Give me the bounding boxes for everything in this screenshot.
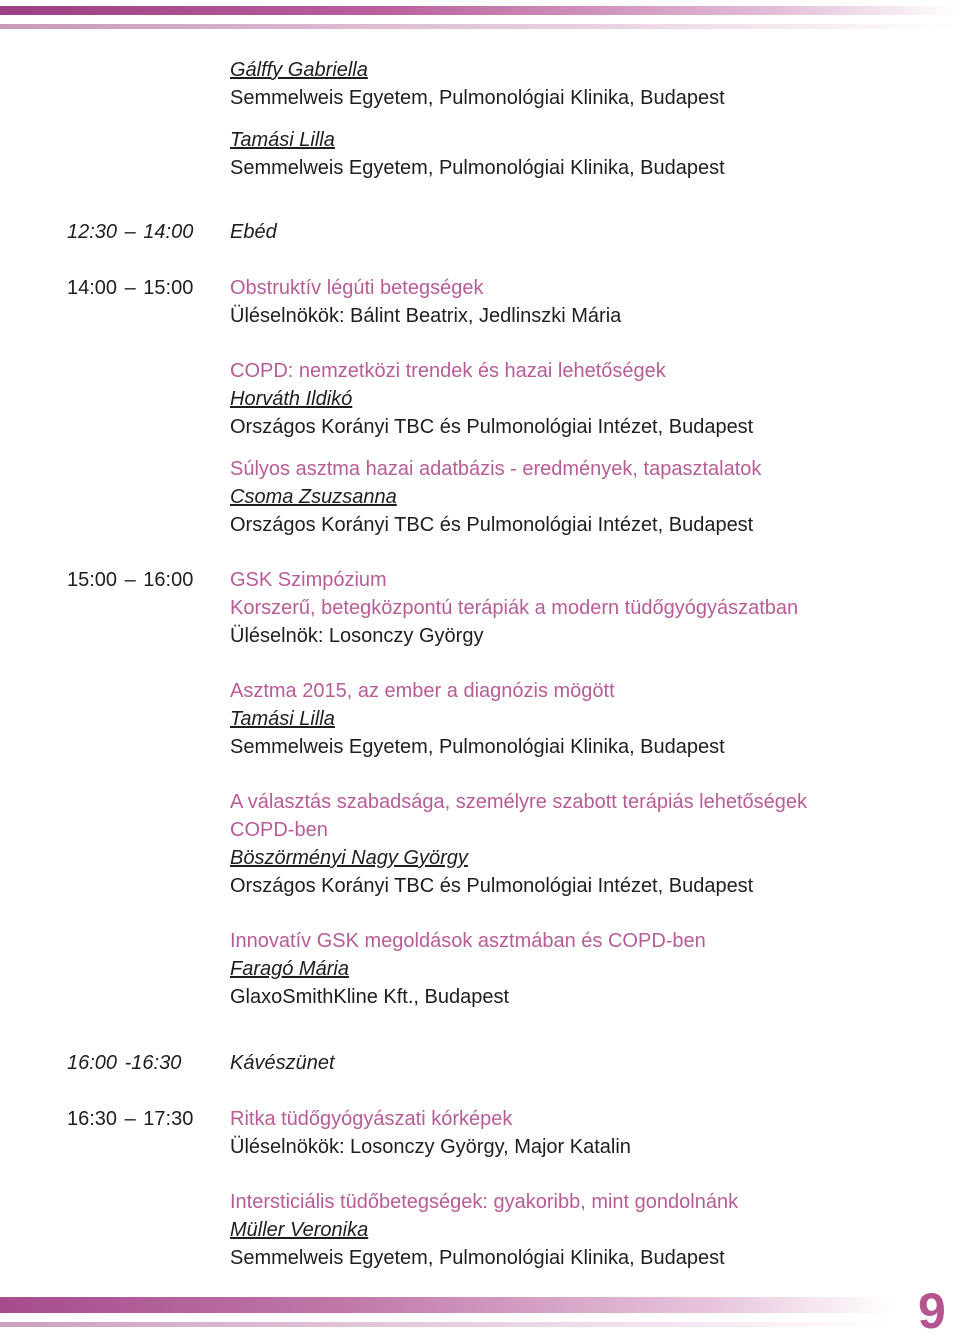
talk-title-continued: COPD-ben bbox=[230, 819, 328, 841]
talk-title: Innovatív GSK megoldások asztmában és COPD-ben bbox=[230, 930, 706, 952]
slot-time: 16:00 -16:30 bbox=[67, 1052, 182, 1074]
speaker-name: Böszörményi Nagy György bbox=[230, 847, 468, 869]
slot-label: Kávészünet bbox=[230, 1052, 335, 1074]
talk-title: A választás szabadsága, személyre szabott terápiás lehetőségek bbox=[230, 791, 807, 813]
session-title: Ritka tüdőgyógyászati kórképek bbox=[230, 1108, 513, 1130]
session-title: GSK Szimpózium bbox=[230, 569, 387, 591]
page-number: 9 bbox=[918, 1283, 946, 1339]
top-decorative-bar bbox=[0, 6, 960, 15]
talk-title: Súlyos asztma hazai adatbázis - eredmények, tapasztalatok bbox=[230, 458, 762, 480]
speaker-name: Gálffy Gabriella bbox=[230, 59, 368, 81]
slot-time: 12:30 – 14:00 bbox=[67, 221, 194, 243]
top-decorative-bar-thin bbox=[0, 24, 960, 29]
bottom-decorative-bar bbox=[0, 1297, 895, 1313]
slot-time: 16:30 – 17:30 bbox=[67, 1108, 194, 1130]
speaker-affiliation: GlaxoSmithKline Kft., Budapest bbox=[230, 986, 510, 1008]
speaker-name: Csoma Zsuzsanna bbox=[230, 486, 397, 508]
bottom-decorative-bar-thin bbox=[0, 1322, 895, 1327]
speaker-affiliation: Országos Korányi TBC és Pulmonológiai Intézet, Budapest bbox=[230, 514, 754, 536]
speaker-affiliation: Országos Korányi TBC és Pulmonológiai Intézet, Budapest bbox=[230, 416, 754, 438]
talk-title: COPD: nemzetközi trendek és hazai lehetőségek bbox=[230, 360, 666, 382]
speaker-name: Horváth Ildikó bbox=[230, 388, 353, 410]
session-subtitle: Korszerű, betegközpontú terápiák a modern tüdőgyógyászatban bbox=[230, 597, 799, 619]
speaker-name: Tamási Lilla bbox=[230, 708, 335, 730]
speaker-affiliation: Semmelweis Egyetem, Pulmonológiai Klinika, Budapest bbox=[230, 736, 725, 758]
session-chairs: Üléselnökök: Losonczy György, Major Katalin bbox=[230, 1136, 631, 1158]
speaker-affiliation: Semmelweis Egyetem, Pulmonológiai Klinika, Budapest bbox=[230, 87, 725, 109]
speaker-name: Tamási Lilla bbox=[230, 129, 335, 151]
speaker-affiliation: Országos Korányi TBC és Pulmonológiai Intézet, Budapest bbox=[230, 875, 754, 897]
talk-title: Intersticiális tüdőbetegségek: gyakoribb, mint gondolnánk bbox=[230, 1191, 739, 1213]
slot-time: 15:00 – 16:00 bbox=[67, 569, 194, 591]
talk-title: Asztma 2015, az ember a diagnózis mögött bbox=[230, 680, 615, 702]
slot-time: 14:00 – 15:00 bbox=[67, 277, 194, 299]
slot-label: Ebéd bbox=[230, 221, 277, 243]
speaker-name: Faragó Mária bbox=[230, 958, 349, 980]
speaker-name: Müller Veronika bbox=[230, 1219, 369, 1241]
session-title: Obstruktív légúti betegségek bbox=[230, 277, 484, 299]
session-chairs: Üléselnökök: Bálint Beatrix, Jedlinszki Mária bbox=[230, 305, 622, 327]
session-chairs: Üléselnök: Losonczy György bbox=[230, 625, 484, 647]
speaker-affiliation: Semmelweis Egyetem, Pulmonológiai Klinika, Budapest bbox=[230, 157, 725, 179]
speaker-affiliation: Semmelweis Egyetem, Pulmonológiai Klinika, Budapest bbox=[230, 1247, 725, 1269]
